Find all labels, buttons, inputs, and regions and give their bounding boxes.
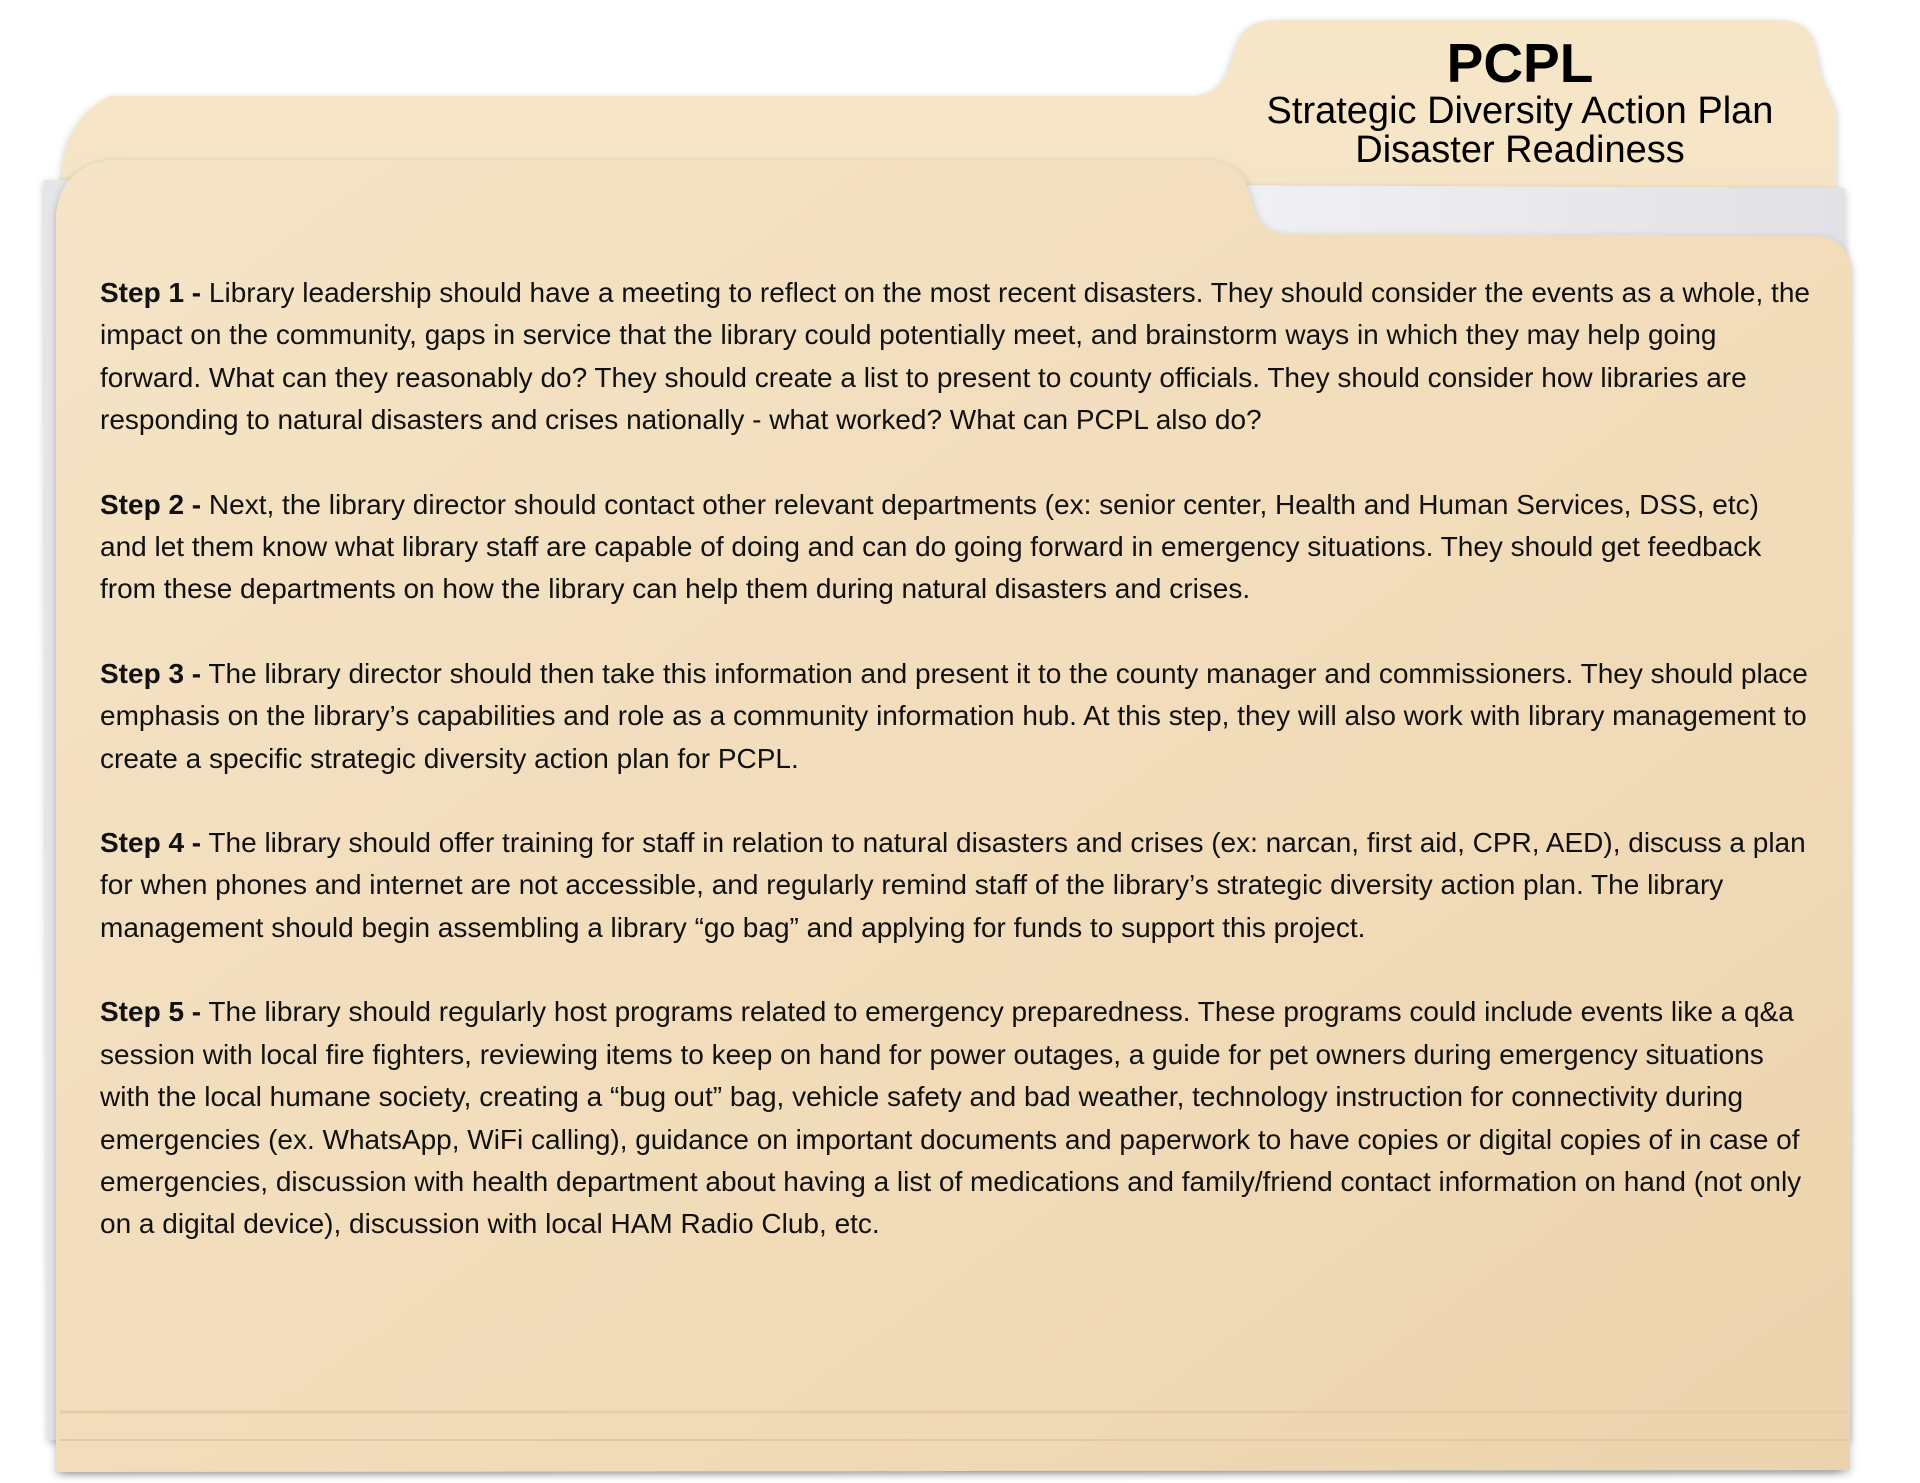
step-text: Library leadership should have a meeting to reflect on the most recent disasters. They should consider the events as a whole, the impact on the community, gaps in service that the library could potentially meet, and brainstorm ways in which they may help going forward. What can they reasonably do? They should create a list to present to county officials. They should consider how libraries are responding to natural disasters and crises nationally - what worked? What can PCPL also do? <box>100 277 1810 436</box>
document-subtitle: Strategic Diversity Action Plan <box>1266 90 1774 132</box>
step-text: Next, the library director should contact other relevant departments (ex: senior center, Health and Human Services, DSS, etc) and let them know what library staff are capable of doing and can do going forward in emergency situations. They should get feedback from these departments on how the library can help them during natural disasters and crises. <box>100 488 1762 605</box>
step-4 <box>100 822 1810 949</box>
step-3 <box>100 653 1810 780</box>
step-text: The library director should then take this information and present it to the county manager and commissioners. They should place emphasis on the library’s capabilities and role as a community information hub. At this step, they will also work with library management to create a specific strategic diversity action plan for PCPL. <box>100 657 1808 774</box>
step-label: Step 1 - <box>100 277 202 308</box>
document-title: PCPL <box>1446 32 1594 94</box>
steps-list <box>100 272 1810 1288</box>
step-text: The library should offer training for staff in relation to natural disasters and crises (ex: narcan, first aid, CPR, AED), discuss a plan for when phones and internet are not accessible, and regularly remind staff of the library’s strategic diversity action plan. The library management should begin assembling a library “go bag” and applying for funds to support this project. <box>100 827 1806 943</box>
step-2 <box>100 484 1810 611</box>
step-label: Step 2 - <box>100 488 202 520</box>
step-text: The library should regularly host programs related to emergency preparedness. These programs could include events like a q&a session with local fire fighters, reviewing items to keep on hand for power outages, a guide for pet owners during emergency situations with the local humane society, creating a “bug out” bag, vehicle safety and bad weather, technology instruction for connectivity during emergencies (ex. WhatsApp, WiFi calling), guidance on important documents and paperwork to have copies or digital copies of in case of emergencies, discussion with health department about having a list of medications and family/friend contact information on hand (not only on a digital device), discussion with local HAM Radio Club, etc. <box>100 996 1802 1240</box>
step-1 <box>100 272 1810 442</box>
step-5 <box>100 991 1810 1245</box>
document-subtitle-2: Disaster Readiness <box>1355 129 1685 171</box>
step-label: Step 3 - <box>100 657 202 689</box>
step-label: Step 5 - <box>100 996 202 1028</box>
step-label: Step 4 - <box>100 827 202 859</box>
header <box>1230 34 1810 170</box>
